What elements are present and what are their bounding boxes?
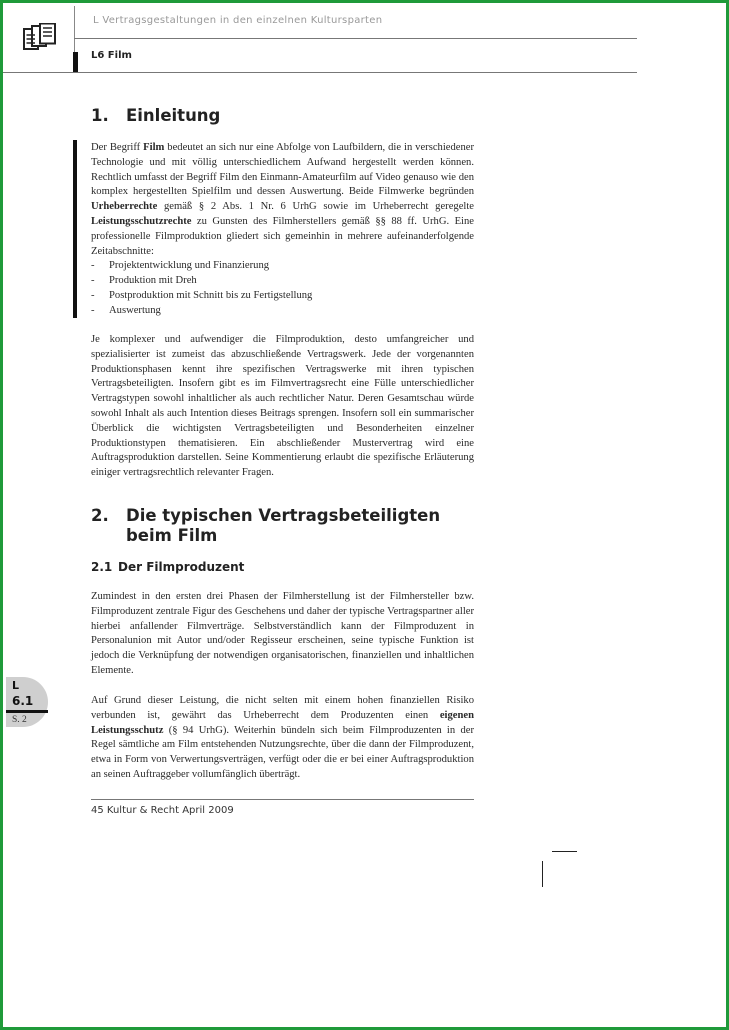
text-run: zu Gunsten des Filmherstellers gemäß §§ 88 ff. UrhG. Eine professionelle Filmproduktion gliedert sich gemeinhin in mehrere aufeinanderfolgende Zeitabschnitte:: [91, 215, 474, 257]
text-run: (§ 94 UrhG). Weiterhin bündeln sich beim Filmproduzenten in der Regel sämtliche am Film entstehenden Nutzungsrechte, über die dann der Filmproduzent, etwa in Form von Verwertungsverträgen, verfügt oder die er bei einer Auftragsproduktion an seinen Auftraggeber vollumfänglich überträgt.: [91, 724, 474, 780]
footer-rule: [91, 799, 474, 800]
side-tab-rule: [6, 710, 48, 713]
term-urheberrechte: Urheberrechte: [91, 201, 158, 213]
text-run: Der Begriff: [91, 142, 144, 153]
chapter-title: L Vertragsgestaltungen in den einzelnen Kultursparten: [93, 15, 383, 26]
heading-text: Die typischen Vertragsbeteiligten beim Film: [126, 506, 441, 545]
subheading-text: Der Filmproduzent: [118, 560, 245, 574]
heading-vertragsbeteiligte: [91, 506, 466, 546]
crop-mark-vertical: [542, 861, 543, 887]
list-item-text: Postproduktion mit Schnitt bis zu Fertigstellung: [109, 289, 313, 301]
margin-change-bar: [73, 140, 77, 318]
paragraph-leistungsschutz: [91, 694, 474, 783]
document-stack-icon: [23, 23, 57, 53]
term-film: Film: [143, 142, 165, 153]
subheading-number: 2.1: [91, 560, 113, 574]
phase-list: [91, 259, 474, 318]
list-item-text: Produktion mit Dreh: [109, 275, 197, 287]
header-rule-bottom: [3, 72, 637, 73]
paragraph-text: Zumindest in den ersten drei Phasen der Filmherstellung ist der Filmhersteller bzw. Filmproduzent zentrale Figur des Geschehens und daher der typische Vertragspartner aller hierbei anfallender Filmverträge. Selbstverständlich kann der Filmproduzent in Personalunion mit Autor und/oder Regisseur erscheinen, seine typische Funktion ist jedoch die Verknüpfung der notwendigen organisatorischen, finanziellen und inhaltlichen Elemente.: [91, 591, 474, 676]
subheading-filmproduzent: [91, 560, 244, 574]
term-leistungsschutzrechte: Leistungsschutzrechte: [91, 215, 192, 227]
text-run: bedeutet an sich nur eine Abfolge von Laufbildern, die in verschiedener Technologie und mit völlig unterschiedlichem Aufwand hergestellt werden können. Rechtlich umfasst der Begriff Film den Einmann-Amateurfilm auf Video genauso wie den komplex hergestellten Spielfilm und dessen Auswertung. Beide Filmwerke begründen: [91, 142, 474, 198]
side-tab-page: S. 2: [12, 715, 27, 725]
section-title: L6 Film: [91, 50, 132, 61]
crop-mark-horizontal: [552, 851, 577, 852]
paragraph-complexity: [91, 333, 474, 481]
heading-number: 2.: [91, 506, 109, 525]
list-item: - Projektentwicklung und Finanzierung: [91, 260, 270, 272]
heading-einleitung: [91, 106, 220, 126]
intro-paragraph: [91, 141, 474, 319]
list-item-text: Projektentwicklung und Finanzierung: [109, 260, 270, 272]
list-item-text: Auswertung: [109, 304, 161, 316]
footer-text: 45 Kultur & Recht April 2009: [91, 805, 234, 816]
header-rule: [74, 38, 637, 39]
text-run: Auf Grund dieser Leistung, die nicht selten mit einem hohen finanziellen Risiko verbunden ist, gewährt das Urheberrecht dem Produzenten einen: [91, 695, 474, 721]
paragraph-filmproduzent: [91, 590, 474, 679]
heading-number: 1.: [91, 106, 109, 125]
list-item: - Auswertung: [91, 304, 161, 316]
list-item: - Produktion mit Dreh: [91, 275, 197, 287]
text-run: gemäß § 2 Abs. 1 Nr. 6 UrhG sowie im Urheberrecht geregelte: [157, 201, 474, 213]
section-marker: [73, 52, 78, 73]
heading-text: Einleitung: [126, 106, 221, 125]
list-item: - Postproduktion mit Schnitt bis zu Fertigstellung: [91, 289, 313, 301]
side-tab: [6, 677, 48, 727]
side-tab-number: 6.1: [12, 694, 34, 708]
side-tab-letter: L: [12, 679, 20, 692]
term-eigener-leistungsschutz: eigenen Leistungsschutz: [91, 709, 474, 736]
paragraph-text: Je komplexer und aufwendiger die Filmproduktion, desto umfangreicher und spezialisierter ist zumeist das abzuschließende Vertragswerk. Jede der vorgenannten Produktionsphasen kennt ihre spezifischen Vertragswerke mit ihren typischen Vertragsbeteiligten. Insofern gibt es im Filmvertragsrecht eine Fülle unterschiedlicher Vertragstypen sowohl inhaltlicher als auch rechtlicher Natur. Deren Gesamtschau würde sowohl Inhalt als auch Intention dieses Beitrags sprengen. Insofern soll ein summarischer Überblick die wichtigsten Vertragsbeteiligten und Besonderheiten einzelner Produktionstypen thematisieren. Ein abschließender Mustervertrag wird eine Auftragsproduktion darstellen. Seine Kommentierung erlaubt die spezifische Erläuterung einiger vertragsrechtlich relevanter Fragen.: [91, 334, 474, 479]
